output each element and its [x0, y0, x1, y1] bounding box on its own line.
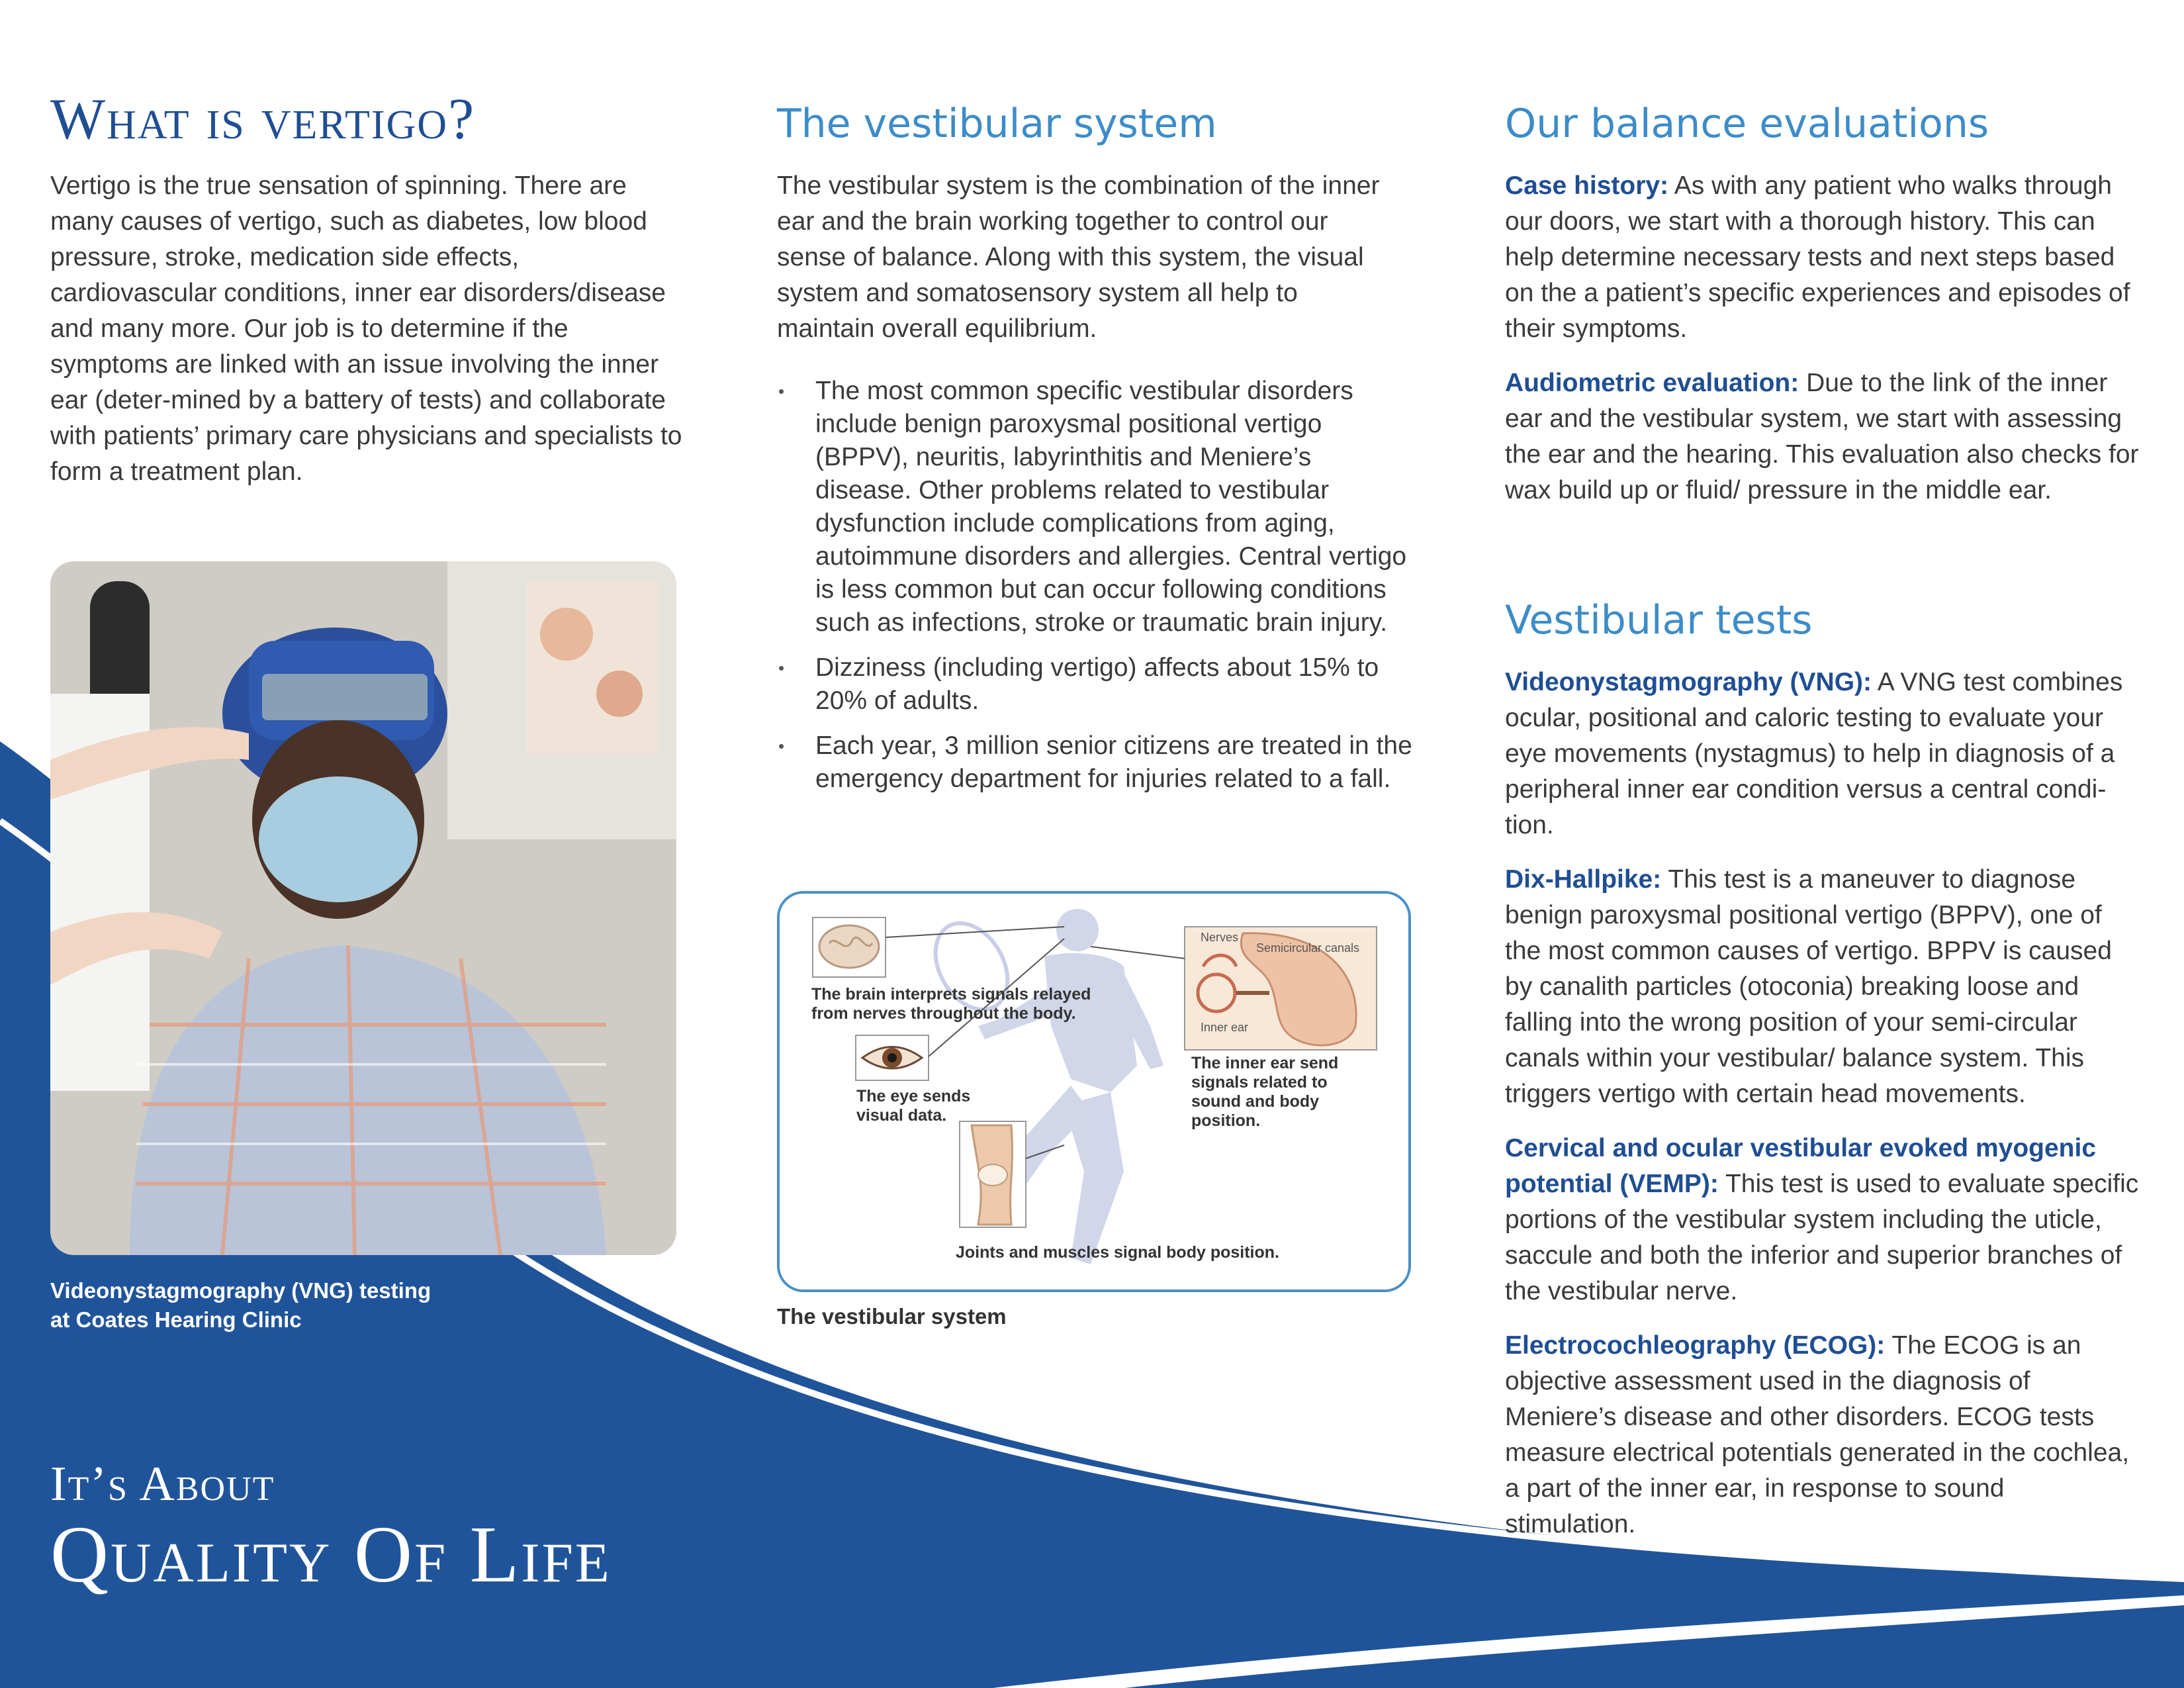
right-title: Our balance evaluations — [1505, 101, 1989, 147]
bullet-text: Dizziness (including vertigo) affects about 15% to 20% of adults. — [815, 653, 1379, 715]
evaluation-term: Audiometric evaluation: — [1505, 369, 1799, 397]
diagram-label-brain: The brain interprets signals relayed from nerves throughout the body. — [811, 985, 1091, 1023]
figure-caption: The vestibular system — [777, 1304, 1007, 1329]
middle-title: The vestibular system — [777, 101, 1217, 147]
test-text: The ECOG is an objective assessment used in the diagnosis of Meniere’s disease and other disorders. ECOG tests measure electrical potentials generated in the cochlea, a part of the inner ear, in response to sound stimulation. — [1505, 1331, 2130, 1538]
test-term: Cervical and ocular vestibular evoked myogenic potential (VEMP): — [1505, 1134, 2097, 1198]
tagline-line-2: Quality Of Life — [50, 1510, 612, 1599]
middle-intro: The vestibular system is the combination of the inner ear and the brain working together to control our sense of balance. Along with this system, the visual system and somatosensory system all help to maintain overall equilibrium. — [777, 171, 1380, 343]
bullet-text: Each year, 3 million senior citizens are treated in the emergency department for injuries related to a fall. — [815, 731, 1412, 793]
left-title: What is vertigo? — [50, 87, 476, 152]
left-body: Vertigo is the true sensation of spinning. There are many causes of vertigo, such as diabetes, low blood pressure, stroke, medication side effects, cardiovascular conditions, inner ear disorders/disease and many more. Our job is to determine if the symptoms are linked with an issue involving the inner ear (deter-mined by a battery of tests) and collaborate with patients’ primary care physicians and specialists to form a treatment plan. — [50, 171, 682, 486]
evaluation-text: As with any patient who walks through our doors, we start with a thorough history. This can help determine necessary tests and next steps based on the a patient’s specific experiences and episodes of their symptoms. — [1505, 171, 2130, 343]
photo-caption — [50, 1276, 431, 1335]
diagram-label-eye: The eye sends visual data. — [856, 1087, 971, 1125]
diagram-label-ear: The inner ear send signals related to sound and body position. — [1191, 1054, 1339, 1130]
test-text: A VNG test combines ocular, positional and caloric testing to evaluate your eye movements (nystagmus) to help in diagnosis of a peripheral inner ear condition versus a central condi- tion. — [1505, 668, 2123, 839]
evaluation-text: Due to the link of the inner ear and the vestibular system, we start with assessing the ear and the hearing. This evaluation also checks for wax build up or fluid/ pressure in the middle ear. — [1505, 369, 2139, 504]
test-text: This test is a maneuver to diagnose benign paroxysmal positional vertigo (BPPV), one of the most common causes of vertigo. BPPV is caused by canalith particles (otoconia) breaking loose and falling into the wrong position of your semi-circular canals within your vestibular/ balance system. This triggers vertigo with certain head movements. — [1505, 865, 2112, 1108]
test-item — [1505, 665, 2140, 843]
tagline-line-1: It’s About — [50, 1457, 275, 1511]
ear-label-nerves: Nerves — [1201, 931, 1239, 944]
test-term: Videonystagmography (VNG): — [1505, 668, 1872, 696]
bullet-text: The most common specific vestibular disorders include benign paroxysmal positional vertigo (BPPV), neuritis, labyrinthitis and Meniere’s disease. Other problems related to vestibular dysfunction include complications from aging, autoimmune disorders and allergies. Central vertigo is less common but can occur following conditions such as infections, stroke or traumatic brain injury. — [815, 377, 1407, 637]
vng-photo — [50, 561, 676, 1255]
photo-caption-line-2: at Coates Hearing Clinic — [50, 1307, 302, 1332]
test-term: Electrocochleography (ECOG): — [1505, 1331, 1886, 1360]
diagram-label-joints: Joints and muscles signal body position. — [956, 1243, 1279, 1262]
tests-title: Vestibular tests — [1505, 597, 1813, 643]
ear-label-canals: Semicircular canals — [1256, 941, 1360, 955]
tagline — [50, 1456, 612, 1601]
middle-bullets — [777, 375, 1412, 808]
test-item — [1505, 1131, 2140, 1309]
bullet-item: • Each year, 3 million senior citizens are treated in the emergency department for injuries related to a fall. — [778, 731, 1412, 793]
test-item — [1505, 862, 2140, 1112]
evaluation-item — [1505, 168, 2140, 347]
evaluations-list — [1505, 168, 2140, 527]
test-text: This test is used to evaluate specific portions of the vestibular system including the uticle, saccule and both the inferior and superior branches of the vestibular nerve. — [1505, 1170, 2139, 1305]
tests-list — [1505, 665, 2140, 1561]
bullet-item: • The most common specific vestibular disorders include benign paroxysmal positional vertigo (BPPV), neuritis, labyrinthitis and Meniere’s disease. Other problems related to vestibular dysfunction include complications from aging, autoimmune disorders and allergies. Central vertigo is less common but can occur following conditions such as infections, stroke or traumatic brain injury. — [778, 377, 1407, 637]
test-term: Dix-Hallpike: — [1505, 865, 1662, 894]
vestibular-diagram — [777, 891, 1411, 1292]
bullet-item: • Dizziness (including vertigo) affects about 15% to 20% of adults. — [778, 653, 1379, 715]
evaluation-item — [1505, 365, 2140, 508]
ear-label-inner: Inner ear — [1201, 1021, 1249, 1034]
test-item — [1505, 1328, 2140, 1542]
photo-caption-line-1: Videonystagmography (VNG) testing — [50, 1278, 432, 1303]
evaluation-term: Case history: — [1505, 171, 1669, 200]
vng-photo-illustration — [50, 561, 676, 1255]
